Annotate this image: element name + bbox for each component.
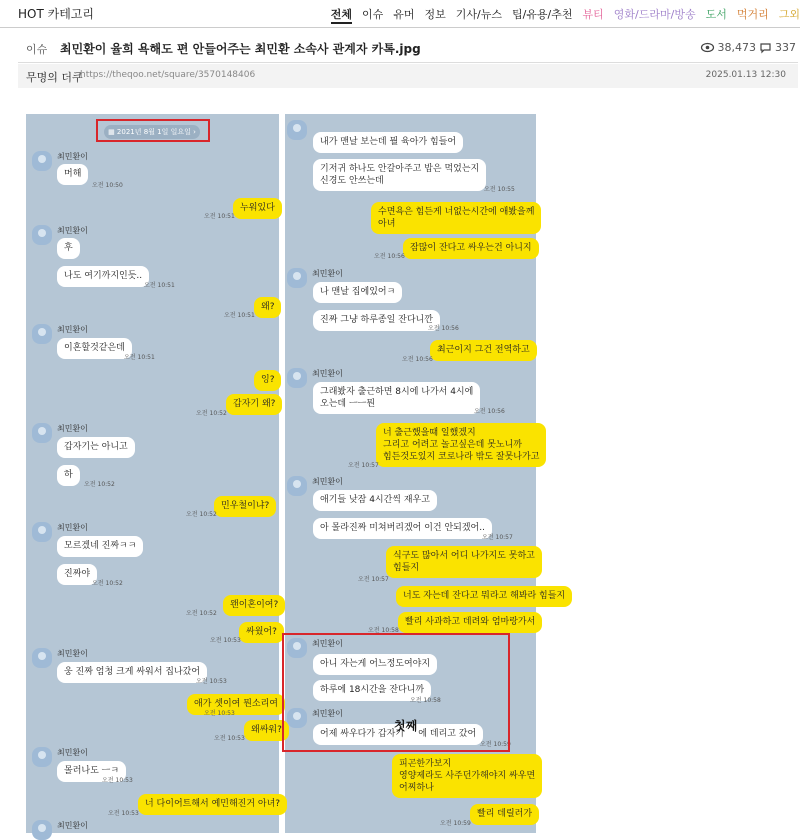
hot-category-label: HOT 카테고리 — [18, 7, 94, 21]
message-line: 식구도 많아서 어디 나가지도 못하고 — [393, 551, 535, 561]
avatar — [287, 268, 307, 288]
sender-name: 최민환이 — [312, 709, 343, 718]
sender-name: 최민환이 — [57, 821, 88, 830]
message-time: 오전 10:56 — [402, 356, 433, 363]
message-time: 오전 10:55 — [484, 186, 515, 193]
message-line: 힘들지 — [393, 563, 420, 573]
avatar — [32, 225, 52, 245]
message-bubble: 애가 셋이여 뭔소리여 — [187, 694, 285, 715]
message-bubble: 최근이지 그건 전역하고 — [430, 340, 537, 361]
message-bubble: 민우철이냐? — [214, 496, 276, 517]
date-divider: ▦ 2021년 8월 1일 일요일 › — [104, 125, 200, 139]
message-line: 그래봤자 출근하면 8시에 나가서 4시에 — [320, 387, 474, 397]
message-bubble: 후 — [57, 238, 80, 259]
message-bubble: 왜싸워? — [244, 720, 289, 741]
message-bubble: 나도 여기까지인듯.. — [57, 266, 149, 287]
message-time: 오전 10:57 — [348, 462, 379, 469]
message-bubble: 몰러나도 ㅡㅋ — [57, 761, 126, 782]
message-bubble: 갑자기는 아니고 — [57, 437, 135, 458]
highlight-box-date — [96, 119, 210, 142]
message-bubble: 누워있다 — [233, 198, 282, 219]
message-bubble-multiline — [376, 423, 546, 467]
sender-name: 최민환이 — [57, 649, 88, 658]
sender-name: 최민환이 — [57, 152, 88, 161]
message-bubble: 진짜 그냥 하루종일 잔다니깐 — [313, 310, 440, 331]
message-time: 오전 10:52 — [196, 410, 227, 417]
sender-name: 최민환이 — [57, 748, 88, 757]
message-time: 오전 10:51 — [224, 312, 255, 319]
tab-food[interactable]: 먹거리 — [736, 8, 769, 21]
message-time: 오전 10:50 — [92, 182, 123, 189]
message-time: 오전 10:53 — [102, 777, 133, 784]
overlay-caption: 첫째 — [394, 719, 418, 733]
message-bubble: 아니 자는게 어느정도여야지 — [313, 654, 437, 675]
message-time: 오전 10:56 — [374, 253, 405, 260]
sender-name: 최민환이 — [57, 523, 88, 532]
message-time: 오전 10:56 — [474, 408, 505, 415]
message-line: 아녀 — [378, 219, 396, 229]
sender-name: 최민환이 — [312, 639, 343, 648]
calendar-icon: ▦ — [108, 128, 117, 136]
message-line: 그리고 어려고 놀고싶은데 못노니까 — [383, 440, 522, 450]
message-bubble: 내가 맨날 보는데 뭘 육아가 힘들어 — [313, 132, 463, 153]
message-line: 신경도 안쓰는데 — [320, 176, 384, 186]
avatar — [287, 120, 307, 140]
message-time: 오전 10:52 — [92, 580, 123, 587]
avatar — [287, 476, 307, 496]
message-bubble-multiline — [313, 159, 486, 191]
chat-screenshot-image — [26, 114, 566, 833]
message-bubble: 하 — [57, 465, 80, 486]
message-time: 오전 10:58 — [410, 697, 441, 704]
divider — [18, 62, 798, 63]
avatar — [287, 368, 307, 388]
message-time: 오전 10:59 — [440, 820, 471, 827]
message-line: 오는데 ㅡㅡ뭔 — [320, 399, 376, 409]
comment-icon — [760, 43, 771, 53]
message-bubble: 잉? — [254, 370, 281, 391]
message-bubble: 빨리 사과하고 데려와 엄마랑가서 — [398, 612, 542, 633]
message-line: 어제 싸우다가 갑자기 — [320, 729, 404, 739]
tab-etc[interactable]: 그외 — [778, 8, 800, 21]
message-line: 에 데리고 갔어 — [418, 729, 477, 739]
message-bubble: 머해 — [57, 164, 88, 185]
highlight-box-messages — [282, 633, 510, 752]
tab-tips[interactable]: 팁/유용/추천 — [511, 8, 573, 21]
message-bubble: 이혼할것같은데 — [57, 338, 132, 359]
message-line: 기저귀 하나도 안갈아주고 밥은 먹었는지 — [320, 164, 480, 174]
post-title-row — [0, 38, 800, 60]
avatar — [32, 151, 52, 171]
tab-humor[interactable]: 유머 — [393, 8, 415, 21]
message-bubble: 싸웠어? — [239, 622, 284, 643]
message-time: 오전 10:57 — [482, 534, 513, 541]
sender-name: 최민환이 — [312, 269, 343, 278]
post-date: 2025.01.13 12:30 — [705, 70, 786, 80]
comment-count[interactable]: 337 — [775, 41, 796, 54]
message-line: 피곤한가보지 — [399, 759, 452, 769]
message-line: 힘든것도있지 코로나라 밖도 잘못나가고 — [383, 452, 540, 462]
message-time: 오전 10:53 — [210, 637, 241, 644]
sender-name: 최민환이 — [312, 369, 343, 378]
message-bubble: 왜? — [254, 297, 281, 318]
view-count: 38,473 — [717, 41, 756, 54]
post-author: 무명의 더쿠 — [26, 71, 83, 84]
message-bubble: 빨리 데릴러가 — [470, 804, 539, 825]
message-bubble-multiline — [371, 202, 541, 234]
message-line: 어찌하나 — [399, 783, 434, 793]
sender-name: 최민환이 — [57, 325, 88, 334]
tab-news[interactable]: 기사/뉴스 — [455, 8, 502, 21]
post-tag[interactable]: 이슈 — [26, 43, 48, 56]
message-time: 오전 10:51 — [124, 354, 155, 361]
message-bubble-multiline — [392, 754, 542, 798]
message-bubble: 아 몰라진짜 미쳐버리겠어 이건 안되겠어.. — [313, 518, 492, 539]
message-time: 오전 10:53 — [204, 710, 235, 717]
message-time: 오전 10:57 — [358, 576, 389, 583]
avatar — [32, 820, 52, 840]
tab-info[interactable]: 정보 — [424, 8, 446, 21]
message-bubble: 웅 진짜 엄청 크게 싸워서 집나갔어 — [57, 662, 207, 683]
message-bubble: 갑자기 왜? — [226, 394, 282, 415]
message-time: 오전 10:51 — [144, 282, 175, 289]
message-bubble: 너 다이어트해서 예민해진거 아녀? — [138, 794, 287, 815]
message-time: 오전 10:52 — [84, 481, 115, 488]
message-time: 오전 10:53 — [196, 678, 227, 685]
avatar — [32, 648, 52, 668]
post-stats — [701, 41, 797, 54]
message-bubble-multiline — [386, 546, 542, 578]
top-category-bar — [0, 0, 800, 28]
message-line: 수면욕은 힘든게 너없는시간에 애봤을께 — [378, 207, 535, 217]
avatar — [32, 522, 52, 542]
message-bubble: 잠많이 잔다고 싸우는건 아니지 — [403, 238, 539, 259]
message-time: 오전 10:53 — [214, 735, 245, 742]
message-bubble: 나 맨날 집에있어ㅋ — [313, 282, 402, 303]
message-bubble: 하루에 18시간을 잔다니까 — [313, 680, 431, 701]
tab-beauty[interactable]: 뷰티 — [582, 8, 604, 21]
avatar — [32, 423, 52, 443]
tab-issue[interactable]: 이슈 — [361, 8, 384, 21]
avatar — [32, 747, 52, 767]
message-time: 오전 10:52 — [186, 610, 217, 617]
message-time: 오전 10:58 — [368, 627, 399, 634]
tab-books[interactable]: 도서 — [705, 8, 727, 21]
tab-movie-drama[interactable]: 영화/드라마/방송 — [613, 8, 696, 21]
message-time: 오전 10:59 — [480, 741, 511, 748]
avatar — [32, 324, 52, 344]
message-time: 오전 10:53 — [108, 810, 139, 817]
post-title: 최민환이 율희 욕해도 편 안들어주는 최민환 소속사 관계자 카톡.jpg — [60, 42, 421, 56]
tab-all[interactable]: 전체 — [331, 6, 352, 24]
message-bubble: 왠이혼이여? — [223, 595, 285, 616]
post-url[interactable]: https://theqoo.net/square/3570148406 — [80, 70, 256, 80]
message-time: 오전 10:52 — [186, 511, 217, 518]
eye-icon — [701, 43, 714, 52]
message-time: 오전 10:51 — [204, 213, 235, 220]
message-line: 너 출근했을때 일했겠지 — [383, 428, 476, 438]
sender-name: 최민환이 — [57, 226, 88, 235]
message-bubble: 진짜야 — [57, 564, 97, 585]
sender-name: 최민환이 — [312, 477, 343, 486]
message-line: 영양제라도 사주던가해야지 싸우면 — [399, 771, 536, 781]
message-bubble: 너도 자는데 잔다고 뭐라고 해봐라 힘들지 — [396, 586, 572, 607]
message-bubble: 애기들 낮잠 4시간씩 재우고 — [313, 490, 437, 511]
post-meta-row — [18, 64, 798, 88]
message-bubble-multiline — [313, 382, 480, 414]
date-divider-text: 2021년 8월 1일 일요일 — [116, 128, 191, 136]
category-nav — [321, 6, 800, 24]
message-bubble: 모르겠네 진짜ㅋㅋ — [57, 536, 143, 557]
sender-name: 최민환이 — [57, 424, 88, 433]
message-time: 오전 10:56 — [428, 325, 459, 332]
